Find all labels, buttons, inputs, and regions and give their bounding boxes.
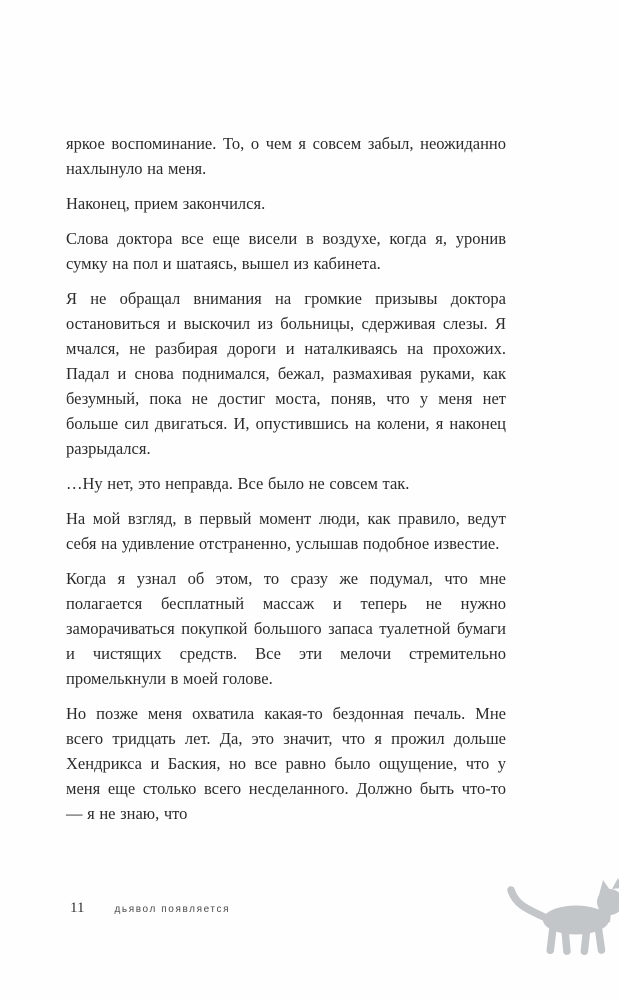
paragraph: Когда я узнал об этом, то сразу же подумал, что мне полагается бесплатный массаж и теперь не нужно заморачиваться покупкой большого запаса туалетной бумаги и чистящих средств. Все эти мелочи стремительно промелькнули в моей голове. [66, 569, 506, 688]
paragraph: Наконец, прием закончился. [66, 194, 266, 213]
paragraph: яркое воспоминание. То, о чем я совсем забыл, неожиданно нахлынуло на меня. [66, 134, 506, 178]
paragraph: На мой взгляд, в первый момент люди, как правило, ведут себя на удивление отстраненно, услышав подобное известие. [66, 509, 506, 553]
paragraph: Но позже меня охватила какая-то бездонная печаль. Мне всего тридцать лет. Да, это значит, что я прожил дольше Хендрикса и Баския, но все равно было ощущение, что у меня еще столько всего несделанного. Должно быть что-то — я не знаю, что [66, 704, 506, 823]
page-text [66, 131, 506, 836]
cat-ear [612, 878, 619, 889]
page-number: 11 [70, 900, 85, 916]
cat-silhouette-icon [504, 878, 619, 960]
paragraph: Слова доктора все еще висели в воздухе, когда я, уронив сумку на пол и шатаясь, вышел из кабинета. [66, 229, 506, 273]
paragraph: …Ну нет, это неправда. Все было не совсем так. [66, 474, 410, 493]
page-footer [70, 900, 230, 917]
cat-body-group [511, 878, 619, 955]
cat-tail [511, 890, 546, 918]
cat-silhouette-illustration [504, 878, 619, 960]
paragraph: Я не обращал внимания на громкие призывы доктора остановиться и выскочил из больницы, сдерживая слезы. Я мчался, не разбирая дороги и наталкиваясь на прохожих. Падал и снова поднимался, бежал, размахивая руками, как безумный, пока не достиг моста, поняв, что у меня нет больше сил двигаться. И, опустившись на колени, я наконец разрыдался. [66, 289, 506, 458]
running-title: дьявол появляется [114, 904, 231, 915]
